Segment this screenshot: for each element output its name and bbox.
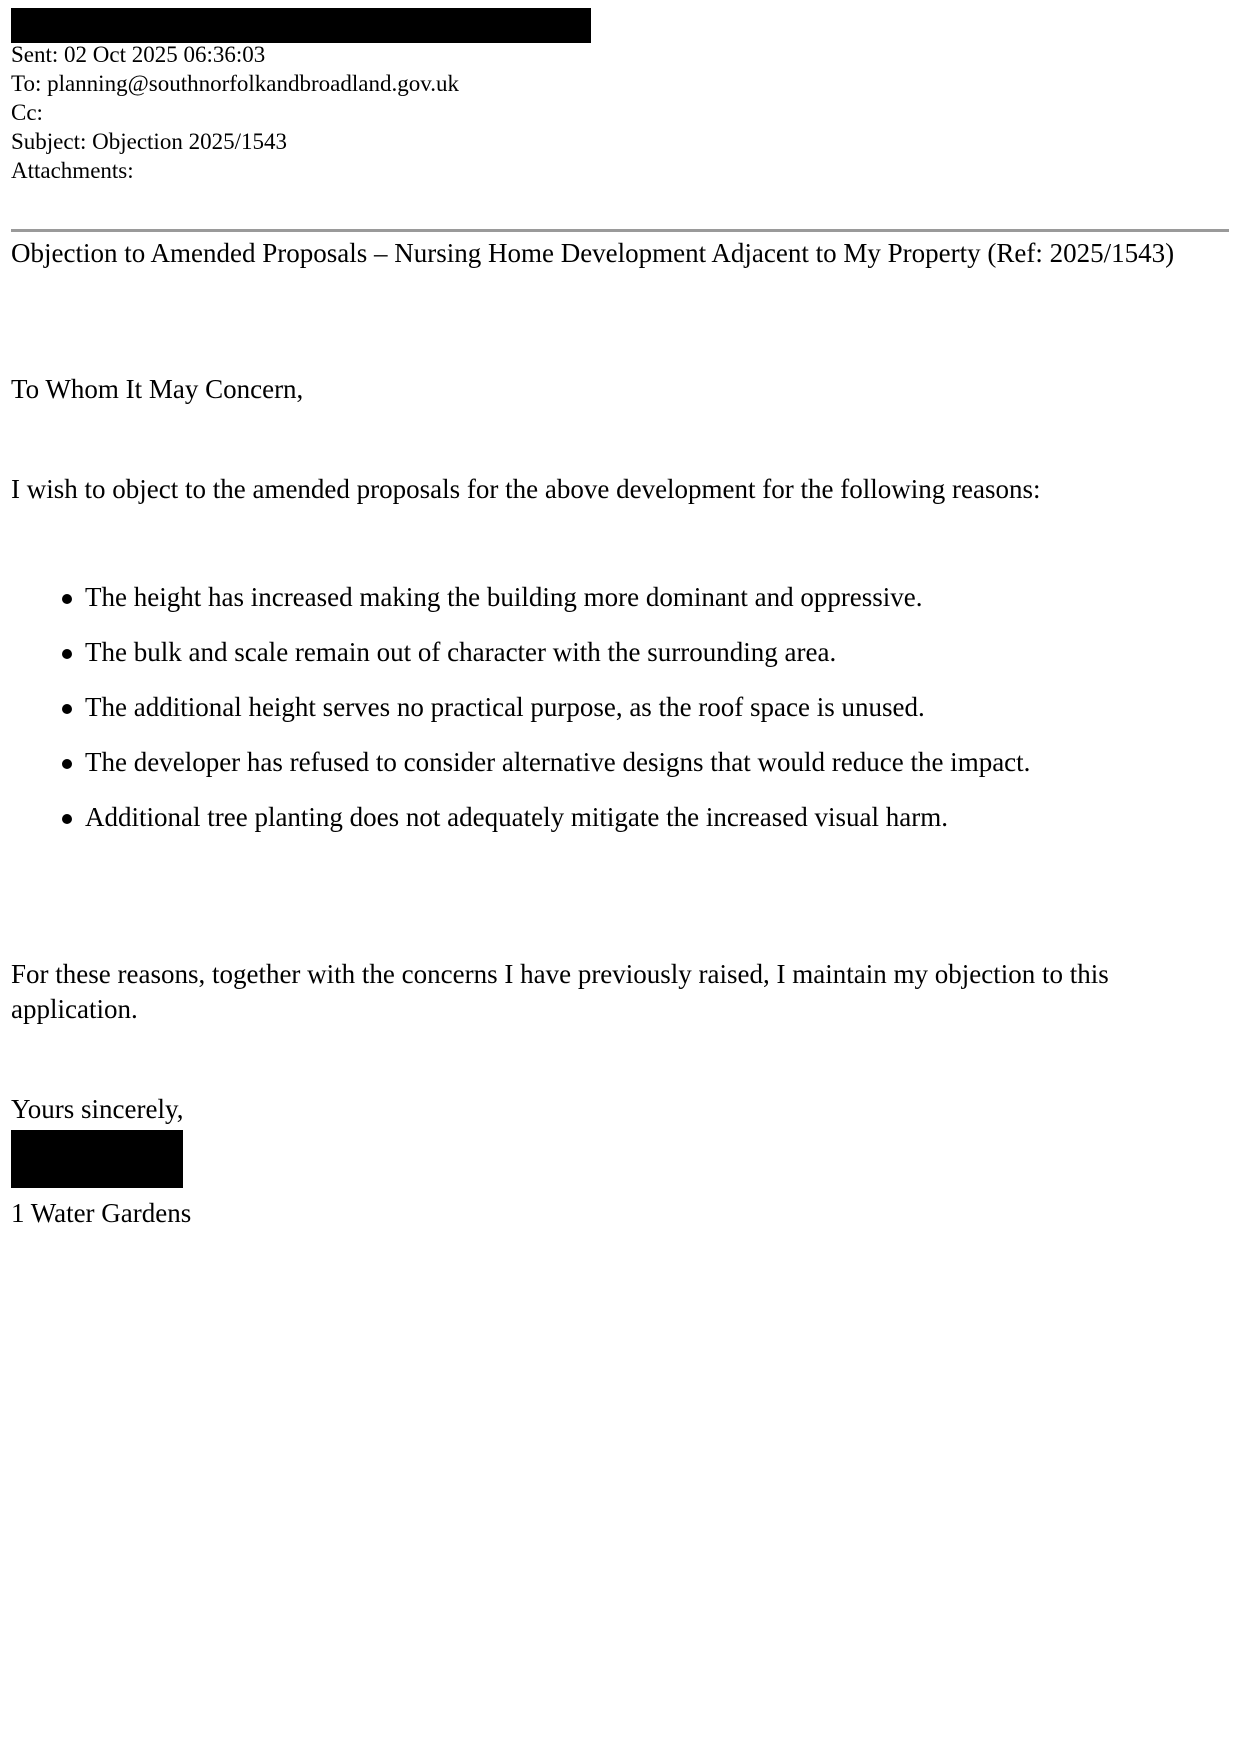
cc-field: Cc:: [11, 100, 43, 125]
salutation: To Whom It May Concern,: [11, 374, 304, 404]
reason-text: The additional height serves no practical purpose, as the roof space is unused.: [85, 692, 925, 722]
sign-off: Yours sincerely,: [11, 1094, 184, 1124]
list-item: [11, 690, 1211, 725]
header-divider: [11, 229, 1229, 232]
list-item: [11, 745, 1211, 780]
redacted-name-block: [11, 1130, 183, 1188]
reason-text: The bulk and scale remain out of character with the surrounding area.: [85, 637, 837, 667]
to-field[interactable]: To: planning@southnorfolkandbroadland.gov.uk: [11, 71, 459, 96]
subject-field: Subject: Objection 2025/1543: [11, 129, 287, 154]
attachments-field: Attachments:: [11, 158, 134, 183]
list-item: [11, 800, 1211, 835]
letter-title: Objection to Amended Proposals – Nursing Home Development Adjacent to My Property (Ref: 2025/1543): [11, 238, 1175, 268]
reason-text: The developer has refused to consider alternative designs that would reduce the impact.: [85, 747, 1031, 777]
intro-paragraph: I wish to object to the amended proposals for the above development for the following reasons:: [11, 474, 1041, 504]
closing-paragraph: For these reasons, together with the concerns I have previously raised, I maintain my objection to this application.: [11, 959, 1109, 1024]
bullet-icon: [62, 649, 72, 659]
bullet-icon: [62, 759, 72, 769]
reasons-list: [11, 580, 1211, 855]
reason-text: The height has increased making the building more dominant and oppressive.: [85, 582, 923, 612]
sent-field: Sent: 02 Oct 2025 06:36:03: [11, 42, 266, 67]
list-item: [11, 635, 1211, 670]
bullet-icon: [62, 594, 72, 604]
reason-text: Additional tree planting does not adequately mitigate the increased visual harm.: [85, 802, 948, 832]
list-item: [11, 580, 1211, 615]
bullet-icon: [62, 704, 72, 714]
email-header: [11, 40, 459, 185]
sender-address: 1 Water Gardens: [11, 1198, 192, 1228]
bullet-icon: [62, 814, 72, 824]
redacted-sender-block: [11, 8, 591, 43]
